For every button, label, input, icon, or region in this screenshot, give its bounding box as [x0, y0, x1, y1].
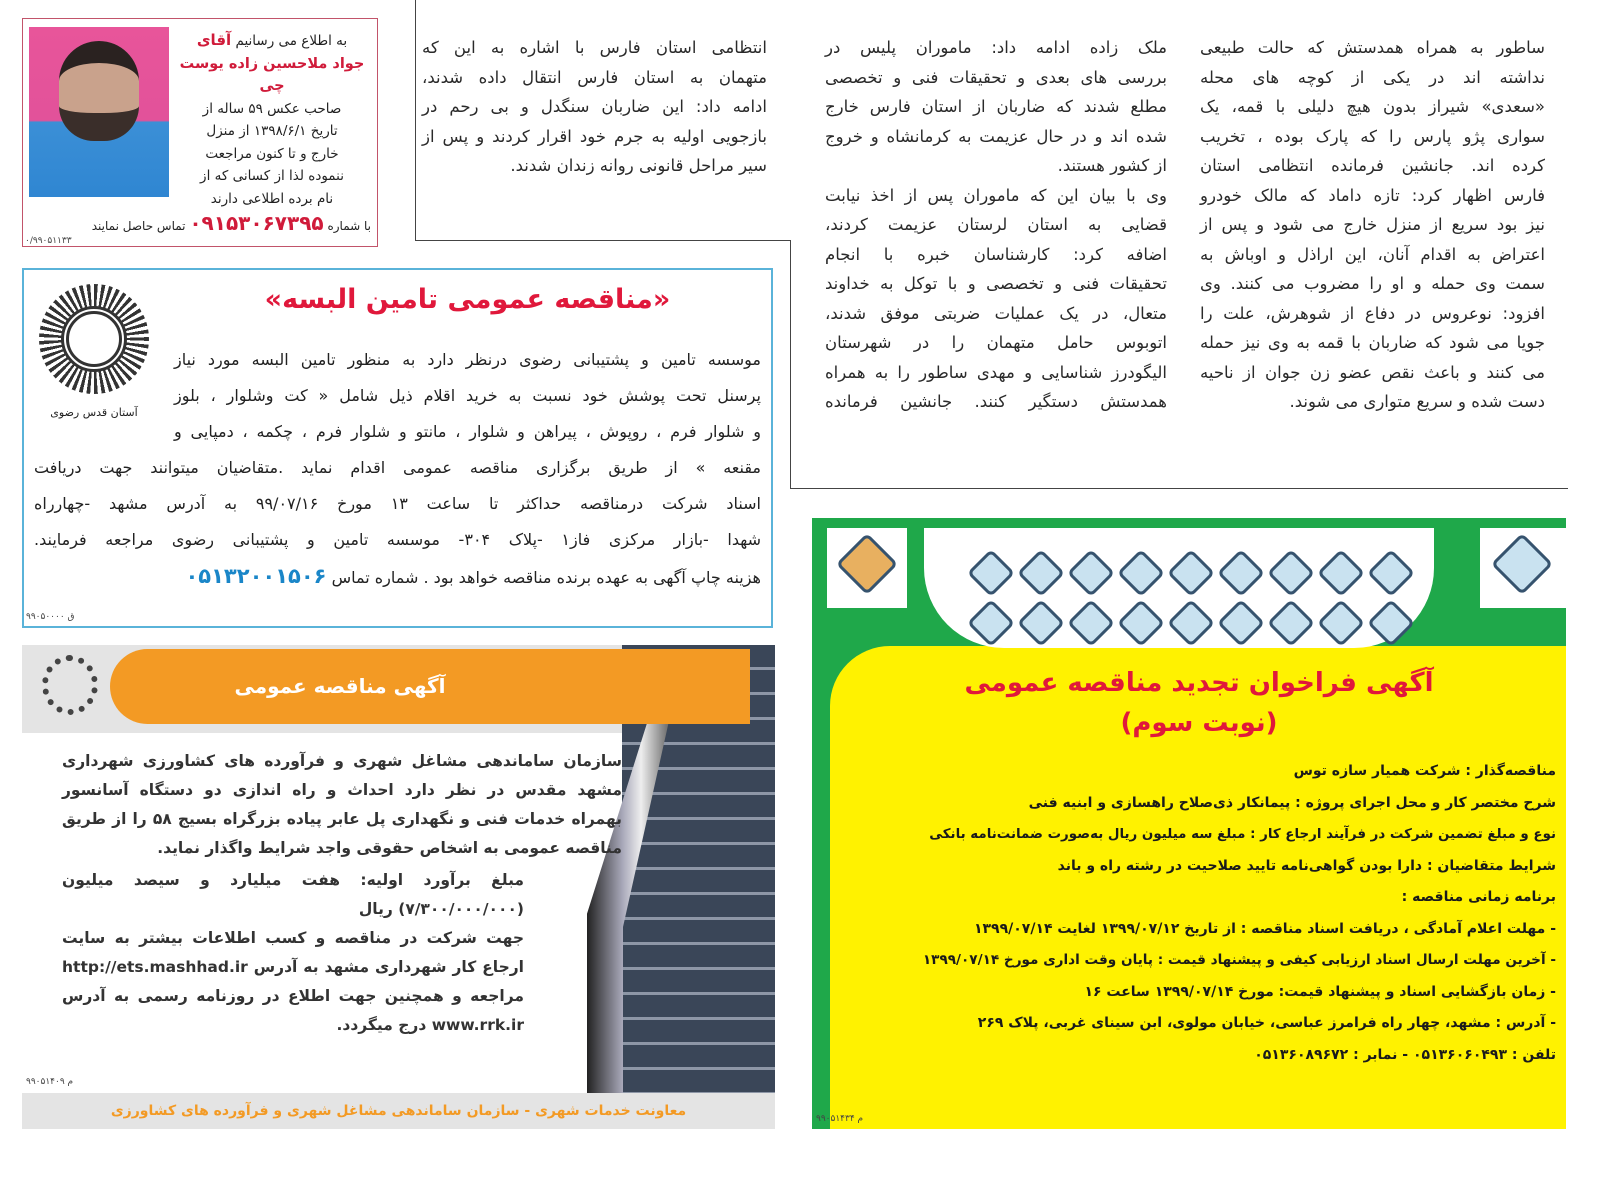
astan-quds-logo: آستان قدس رضوی [34, 284, 154, 434]
green-ad-subtitle: (نوبت سوم) [1120, 708, 1278, 738]
mashhad-municipality-logo [42, 655, 98, 715]
column-rule [790, 488, 1568, 489]
column-rule [790, 240, 791, 489]
contact-phone: ۰۹۱۵۳۰۶۷۳۹۵ [189, 211, 324, 235]
renewed-tender-ad: آگهی فراخوان تجدید مناقصه عمومی (نوبت سوم) مناقصه‌گذار : شرکت همیار سازه توس شرح مختصر کار و محل اجرای پروژه : پیمانکار ذی‌صلاح راهسازی و ابنیه فنی نوع و مبلغ تضمین شرکت در فرآیند ارجاع کار : مبلغ سه میلیون ریال به‌صورت ضمانت‌نامه بانکی شرایط متقاضیان : دارا بودن گواهی‌نامه تایید صلاحیت در رشته راه و باند برنامه زمانی مناقصه : - مهلت اعلام آمادگی ، دریافت اسناد مناقصه : از تاریخ ۱۳۹۹/۰۷/۱۲ لغایت ۱۳۹۹/۰۷/۱۴ - آخرین مهلت ارسال اسناد ارزیابی کیفی و پیشنهاد قیمت : پایان وقت اداری مورخ ۱۳۹۹/۰۷/۱۴ - زمان بازگشایی اسناد و پیشنهاد قیمت: مورخ ۱۳۹۹/۰۷/۱۴ ساعت ۱۶ - آدرس : مشهد، چهار راه فرامرز عباسی، خیابان مولوی، ابن سینای غربی، پلاک ۲۶۹ تلفن : ۰۵۱۳۶۰۶۰۴۹۳ - نمابر : ۰۵۱۳۶۰۸۹۶۷۲ ۹۹۰۵۱۴۳۴ م [812, 518, 1566, 1129]
website-link[interactable]: ارجاع کار شهرداری مشهد به آدرس http://ets.mashhad.ir [62, 958, 524, 976]
missing-ad-contact: با شماره ۰۹۱۵۳۰۶۷۳۹۵ تماس حاصل نمایند [91, 211, 371, 235]
title-band: آگهی مناقصه عمومی [110, 649, 750, 724]
escalator-ad-footer: معاونت خدمات شهری - سازمان ساماندهی مشاغل شهری و فرآورده های کشاورزی [22, 1093, 775, 1129]
green-ad-details: مناقصه‌گذار : شرکت همیار سازه توس شرح مختصر کار و محل اجرای پروژه : پیمانکار ذی‌صلاح راهسازی و ابنیه فنی نوع و مبلغ تضمین شرکت در فرآیند ارجاع کار : مبلغ سه میلیون ریال به‌صورت ضمانت‌نامه بانکی شرایط متقاضیان : دارا بودن گواهی‌نامه تایید صلاحیت در رشته راه و باند برنامه زمانی مناقصه : - مهلت اعلام آمادگی ، دریافت اسناد مناقصه : از تاریخ ۱۳۹۹/۰۷/۱۲ لغایت ۱۳۹۹/۰۷/۱۴ - آخرین مهلت ارسال اسناد ارزیابی کیفی و پیشنهاد قیمت : پایان وقت اداری مورخ ۱۳۹۹/۰۷/۱۴ - زمان بازگشایی اسناد و پیشنهاد قیمت: مورخ ۱۳۹۹/۰۷/۱۴ ساعت ۱۶ - آدرس : مشهد، چهار راه فرامرز عباسی، خیابان مولوی، ابن سینای غربی، پلاک ۲۶۹ تلفن : ۰۵۱۳۶۰۶۰۴۹۳ - نمابر : ۰۵۱۳۶۰۸۹۶۷۲ [922, 763, 1556, 1063]
person-photo [29, 27, 169, 197]
news-column-3: انتظامی استان فارس با اشاره به این که متهمان به استان فارس انتقال داده شدند، ادامه داد: این ضاربان سنگدل و بی رحم در بازجویی اولیه به جرم خود اقرار کردند و پس از سیر مراحل قانونی روانه زندان شدند. [422, 38, 767, 175]
missing-person-ad: به اطلاع می رسانیم آقای جواد ملاحسین زاده یوست چی صاحب عکس ۵۹ ساله از تاریخ ۱۳۹۸/۶/۱ از منزل خارج و تا کنون مراجعت ننموده لذا از کسانی که از نام برده اطلاعی دارند با شماره ۰۹۱۵۳۰۶۷۳۹۵ تماس حاصل نمایند ۰/۹۹۰۵۱۱۳۳ [22, 18, 378, 247]
tender-title: «مناقصه عمومی تامین البسه» [264, 284, 671, 315]
green-ad-title: آگهی فراخوان تجدید مناقصه عمومی [964, 668, 1434, 698]
partner-logos [924, 528, 1434, 648]
right-logo [1480, 528, 1566, 608]
escalator-tender-ad: آگهی مناقصه عمومی سازمان ساماندهی مشاغل شهری و فرآورده های کشاورزی شهرداری مشهد مقدس در نظر دارد احداث و راه اندازی دو دستگاه آسانسور بهمراه خدمات فنی و نگهداری پل عابر پیاده بزرگراه بسیج ۵۸ را از طریق مناقصه عمومی به اشخاص حقوقی واجد شرایط واگذار نماید. مبلغ برآورد اولیه: هفت میلیارد و سیصد میلیون (۷/۳۰۰/۰۰۰/۰۰۰) ریال جهت شرکت در مناقصه و کسب اطلاعات بیشتر به سایت ارجاع کار شهرداری مشهد به آدرس http://ets.mashhad.ir مراجعه و همچنین جهت اطلاع در روزنامه رسمی به آدرس www.rrk.ir درج میگردد. ۹۹۰۵۱۴۰۹ م معاونت خدمات شهری - سازمان ساماندهی مشاغل شهری و فرآورده های کشاورزی [22, 645, 775, 1129]
news-column-1: ساطور به همراه همدستش که حالت طبیعی نداشته اند در یکی از کوچه های محله «سعدی» شیراز بدون هیچ دلیلی با قمه، یک سواری پژو پارس را که پارک بوده ، تخریب کرده اند. جانشین فرمانده انتظامی استان فارس اظهار کرد: تازه داماد که مالک خودرو نیز بود سریع از منزل خارج می شود و پس از اعتراض به اقدام آنان، این اراذل و اوباش به سمت وی حمله و او را مضروب می کنند. وی افزود: نوعروس در دفاع از شوهرش، علت را جویا می شود که ضاربان با قمه به وی نیز حمله می کنند و باعث نقص عضو زن جوان از ناحیه دست شده و سریع متواری می شوند. [1200, 38, 1545, 411]
tender-phone: ۰۵۱۳۲۰۰۱۵۰۶ [185, 564, 327, 588]
left-logo [827, 528, 907, 608]
tender-body: موسسه تامین و پشتیبانی رضوی درنظر دارد به منظور تامین البسه مورد نیاز پرسنل تحت پوشش خود نسبت به خرید اقلام ذیل شامل « کت وشلوار ، بلوز و شلوار فرم ، روپوش ، پیراهن و شلوار ، مانتو و شلوار فرم ، چکمه ، دمپایی و مقنعه » از طریق برگزاری مناقصه عمومی اقدام نماید .متقاضیان میتوانند جهت دریافت اسناد شرکت درمناقصه حداکثر تا ساعت ۱۳ مورخ ۹۹/۰۷/۱۶ به آدرس مشهد -چهارراه شهدا -بازار مرکزی فاز۱ -پلاک ۳۰۴- موسسه تامین و پشتیبانی رضوی مراجعه فرمایند. هزینه چاپ آگهی به عهده برنده مناقصه خواهد بود . شماره تماس ۰۵۱۳۲۰۰۱۵۰۶ [34, 350, 762, 588]
news-column-2: ملک زاده ادامه داد: ماموران پلیس در بررسی های بعدی و تحقیقات فنی و تخصصی مطلع شدند که ضاربان از استان فارس خارج شده اند و در حال عزیمت به کرمانشاه و خروج از کشور هستند. وی با بیان این که ماموران پس از اخذ نیابت قضایی به استان لرستان عزیمت کردند، اضافه کرد: کارشناسان خبره با انجام تحقیقات فنی و تخصصی و با توکل به خداوند متعال، در یک عملیات ضربتی موفق شدند، اتوبوس حامل متهمان را در شهرستان الیگودرز شناسایی و مهدی ساطور را به همراه همدستش دستگیر کنند. جانشین فرمانده [825, 38, 1167, 411]
column-rule [415, 0, 416, 241]
column-rule [415, 240, 791, 241]
clothing-tender-ad: آستان قدس رضوی «مناقصه عمومی تامین البسه» موسسه تامین و پشتیبانی رضوی درنظر دارد به منظور تامین البسه مورد نیاز پرسنل تحت پوشش خود نسبت به خرید اقلام ذیل شامل « کت وشلوار ، بلوز و شلوار فرم ، روپوش ، پیراهن و شلوار ، مانتو و شلوار فرم ، چکمه ، دمپایی و مقنعه » از طریق برگزاری مناقصه عمومی اقدام نماید .متقاضیان میتوانند جهت دریافت اسناد شرکت درمناقصه حداکثر تا ساعت ۱۳ مورخ ۹۹/۰۷/۱۶ به آدرس مشهد -چهارراه شهدا -بازار مرکزی فاز۱ -پلاک ۳۰۴- موسسه تامین و پشتیبانی رضوی مراجعه فرمایند. هزینه چاپ آگهی به عهده برنده مناقصه خواهد بود . شماره تماس ۰۵۱۳۲۰۰۱۵۰۶ ۹۹۰۵۰۰۰۰ ق [22, 268, 773, 628]
missing-ad-text: به اطلاع می رسانیم آقای جواد ملاحسین زاده یوست چی صاحب عکس ۵۹ ساله از تاریخ ۱۳۹۸/۶/۱ از منزل خارج و تا کنون مراجعت ننموده لذا از کسانی که از نام برده اطلاعی دارند [179, 31, 365, 207]
